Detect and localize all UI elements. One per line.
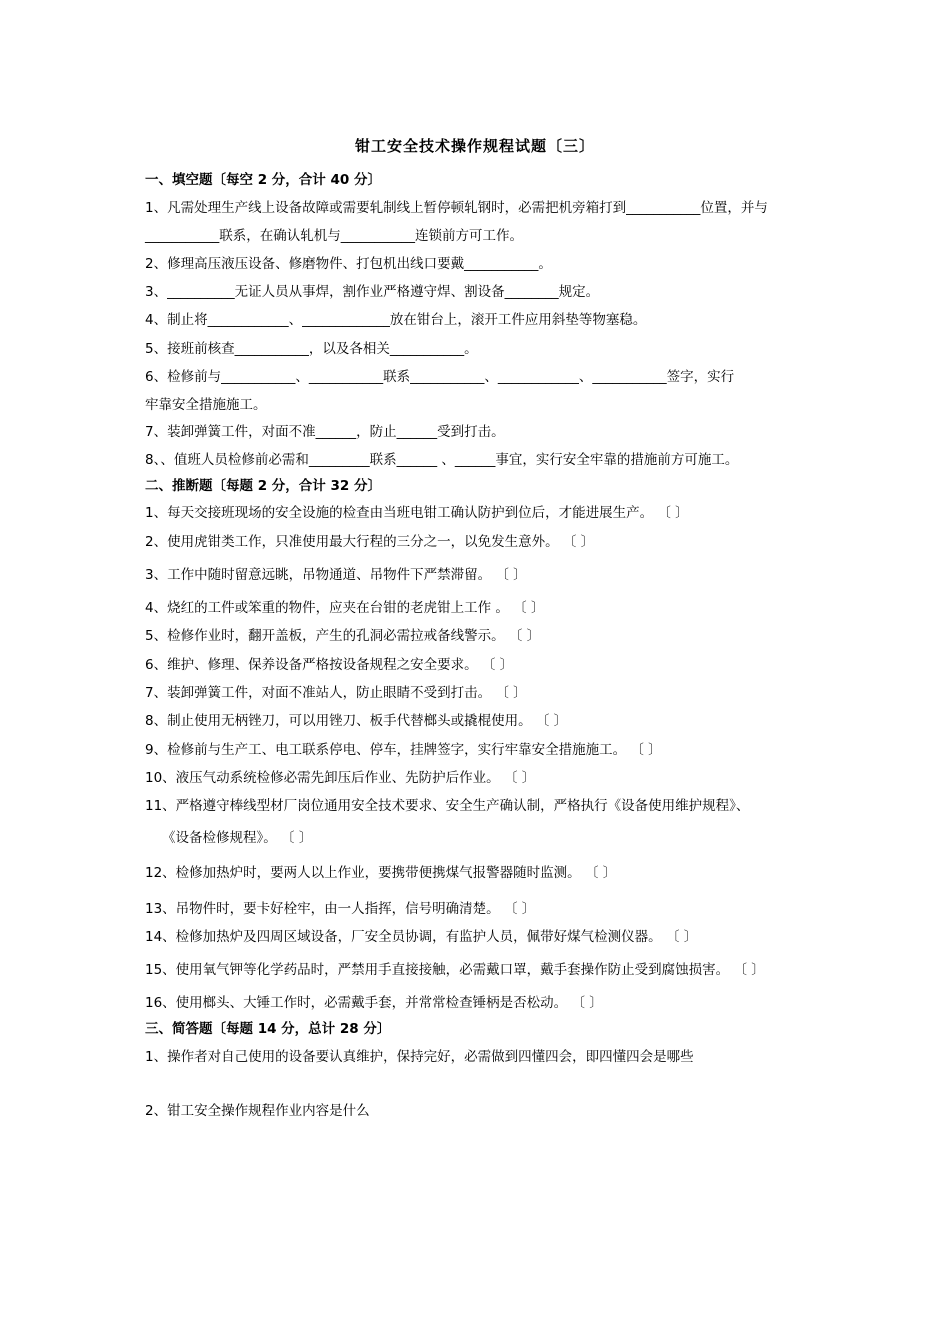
short-answer-question: 1、操作者对自己使用的设备要认真维护，保持完好，必需做到四懂四会，即四懂四会是哪些 [145, 1049, 694, 1065]
judge-item: 1、每天交接班现场的安全设施的检查由当班电钳工确认防护到位后，才能进展生产。 〔 〕 [145, 505, 689, 521]
short-answer-question: 2、钳工安全操作规程作业内容是什么 [145, 1103, 370, 1119]
section2-heading: 二、推断题〔每题 2 分，合计 32 分〕 [145, 478, 381, 494]
fill-line: 6、检修前与___________、___________联系___________、____________、___________签字，实行 [145, 369, 735, 385]
fill-line: 7、装卸弹簧工件，对面不准______，防止______受到打击。 [145, 424, 505, 440]
judge-item: 11、严格遵守棒线型材厂岗位通用安全技术要求、安全生产确认制，严格执行《设备使用维护规程》、 [145, 798, 750, 814]
judge-item: 9、检修前与生产工、电工联系停电、停车，挂牌签字，实行牢靠安全措施施工。 〔 〕 [145, 742, 662, 758]
judge-item: 15、使用氧气钾等化学药品时，严禁用手直接接触，必需戴口罩，戴手套操作防止受到腐蚀损害。 〔 〕 [145, 962, 765, 978]
judge-item: 8、制止使用无柄锉刀，可以用锉刀、板手代替榔头或撬棍使用。 〔 〕 [145, 713, 568, 729]
judge-item: 7、装卸弹簧工件，对面不准站人，防止眼睛不受到打击。 〔 〕 [145, 685, 527, 701]
judge-item: 2、使用虎钳类工作，只准使用最大行程的三分之一，以免发生意外。 〔 〕 [145, 534, 595, 550]
fill-line: 5、接班前核查___________，以及各相关___________。 [145, 341, 478, 357]
judge-item: 10、液压气动系统检修必需先卸压后作业、先防护后作业。 〔 〕 [145, 770, 536, 786]
judge-item: 13、吊物件时，要卡好栓牢，由一人指挥，信号明确清楚。 〔 〕 [145, 901, 536, 917]
judge-item: 16、使用榔头、大锤工作时，必需戴手套，并常常检查锤柄是否松动。 〔 〕 [145, 995, 603, 1011]
judge-item: 14、检修加热炉及四周区域设备，厂安全员协调，有监护人员，佩带好煤气检测仪器。 〔 〕 [145, 929, 698, 945]
fill-line: 8、、值班人员检修前必需和_________联系______ 、______事宜，实行安全牢靠的措施前方可施工。 [145, 452, 739, 468]
fill-line: 3、__________无证人员从事焊，割作业严格遵守焊、割设备________规定。 [145, 284, 600, 300]
judge-item: 5、检修作业时，翻开盖板，产生的孔洞必需拉戒备线警示。 〔 〕 [145, 628, 541, 644]
page-title: 钳工安全技术操作规程试题〔三〕 [354, 137, 595, 155]
fill-line: ___________联系，在确认轧机与___________连锁前方可工作。 [145, 228, 523, 244]
judge-item: 6、维护、修理、保养设备严格按设备规程之安全要求。 〔 〕 [145, 657, 514, 673]
judge-item: 《设备检修规程》。 〔 〕 [162, 830, 313, 846]
fill-line: 1、凡需处理生产线上设备故障或需要轧制线上暂停顿轧钢时，必需把机旁箱打到___________位置，并与 [145, 200, 768, 216]
fill-line: 牢靠安全措施施工。 [145, 397, 267, 413]
judge-item: 4、烧红的工件或笨重的物件，应夹在台钳的老虎钳上工作 。 〔 〕 [145, 600, 545, 616]
fill-line: 4、制止将____________、_____________放在钳台上，滚开工件应用斜垫等物塞稳。 [145, 312, 647, 328]
judge-item: 3、工作中随时留意远眺，吊物通道、吊物件下严禁滞留。 〔 〕 [145, 567, 527, 583]
fill-line: 2、修理高压液压设备、修磨物件、打包机出线口要戴___________。 [145, 256, 552, 272]
section1-heading: 一、填空题〔每空 2 分，合计 40 分〕 [145, 172, 381, 188]
section3-heading: 三、简答题〔每题 14 分，总计 28 分〕 [145, 1021, 391, 1037]
judge-item: 12、检修加热炉时，要两人以上作业，要携带便携煤气报警器随时监测。 〔 〕 [145, 865, 617, 881]
